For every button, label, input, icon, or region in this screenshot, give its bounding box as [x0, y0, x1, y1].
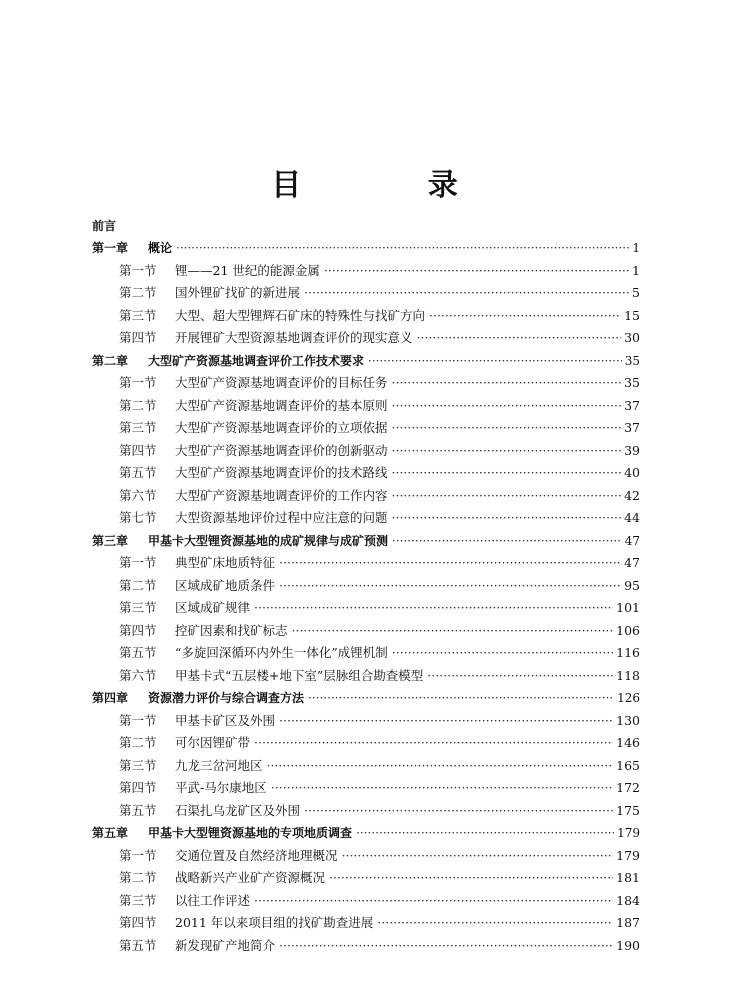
page-number: 101 — [616, 600, 640, 615]
section-title: 战略新兴产业矿产资源概况 — [175, 870, 326, 885]
chapter-number: 第四章 — [92, 691, 129, 705]
dot-leader — [417, 327, 622, 350]
dot-leader — [279, 552, 621, 575]
section-title: 可尔因锂矿带 — [175, 735, 251, 750]
toc-section-entry[interactable] — [92, 575, 640, 598]
dot-leader — [308, 687, 614, 710]
toc-section-entry[interactable] — [92, 597, 640, 620]
dot-leader — [271, 777, 613, 800]
section-number: 第一节 — [119, 262, 157, 278]
toc-section-entry[interactable] — [92, 620, 640, 643]
section-number: 第三节 — [119, 892, 157, 908]
page-number: 106 — [616, 622, 640, 638]
section-title: 锂——21 世纪的能源金属 — [175, 262, 320, 278]
section-number: 第四节 — [119, 330, 157, 345]
dot-leader — [392, 395, 622, 418]
toc-section-entry[interactable] — [92, 845, 640, 868]
section-title: 大型矿产资源基地调查评价的立项依据 — [175, 420, 388, 435]
section-title: 控矿因素和找矿标志 — [175, 622, 288, 638]
page-number: 184 — [616, 892, 640, 908]
dot-leader — [176, 237, 629, 260]
toc-section-entry[interactable] — [92, 755, 640, 778]
page-number: 126 — [617, 691, 640, 705]
dot-leader — [429, 305, 621, 328]
dot-leader — [292, 620, 614, 643]
section-title: 大型、超大型锂辉石矿床的特殊性与找矿方向 — [175, 307, 426, 323]
toc-section-entry[interactable] — [92, 800, 640, 823]
section-title: 新发现矿产地简介 — [175, 937, 276, 953]
section-number: 第五节 — [119, 937, 157, 953]
section-number: 第一节 — [119, 847, 157, 863]
page-number: 47 — [624, 533, 640, 548]
chapter-title: 概论 — [148, 241, 173, 255]
table-of-contents — [92, 216, 640, 957]
section-number: 第三节 — [119, 420, 157, 435]
dot-leader — [279, 575, 621, 598]
dot-leader — [267, 755, 614, 778]
section-title: 大型矿产资源基地调查评价的工作内容 — [175, 487, 388, 503]
section-number: 第六节 — [119, 487, 157, 503]
page-title: 目 录 — [271, 168, 516, 203]
page-number: 42 — [624, 487, 640, 503]
page-number: 116 — [616, 645, 640, 660]
toc-chapter-entry[interactable] — [92, 687, 640, 710]
dot-leader — [279, 935, 613, 958]
section-title: 大型资源基地评价过程中应注意的问题 — [175, 510, 388, 525]
toc-chapter-entry[interactable] — [92, 237, 640, 260]
dot-leader — [392, 440, 622, 463]
page-number: 165 — [616, 757, 640, 773]
page-number: 35 — [624, 375, 640, 390]
page-number: 1 — [632, 262, 640, 278]
toc-section-entry[interactable] — [92, 912, 640, 935]
toc-section-entry[interactable] — [92, 710, 640, 733]
section-title: 甲基卡矿区及外围 — [175, 712, 276, 728]
section-title: 石渠扎乌龙矿区及外围 — [175, 802, 301, 818]
section-number: 第三节 — [119, 307, 157, 323]
section-title: 典型矿床地质特征 — [175, 555, 276, 570]
dot-leader — [254, 890, 613, 913]
section-title: 交通位置及自然经济地理概况 — [175, 847, 338, 863]
dot-leader — [392, 507, 622, 530]
section-number: 第一节 — [119, 555, 157, 570]
page-number: 179 — [616, 847, 640, 863]
toc-section-entry[interactable] — [92, 372, 640, 395]
chapter-number: 第二章 — [92, 353, 129, 368]
toc-section-entry[interactable] — [92, 777, 640, 800]
page-number: 146 — [616, 735, 640, 750]
section-number: 第一节 — [119, 375, 157, 390]
section-title: 2011 年以来项目组的找矿勘查进展 — [175, 915, 374, 930]
section-title: 大型矿产资源基地调查评价的基本原则 — [175, 397, 388, 413]
section-number: 第六节 — [119, 667, 157, 683]
toc-section-entry[interactable] — [92, 485, 640, 508]
dot-leader — [254, 732, 613, 755]
section-title: 大型矿产资源基地调查评价的技术路线 — [175, 465, 388, 480]
chapter-title: 甲基卡大型锂资源基地的专项地质调查 — [148, 826, 353, 840]
section-number: 第四节 — [119, 915, 157, 930]
page-number: 37 — [624, 420, 640, 435]
toc-section-entry[interactable] — [92, 642, 640, 665]
page-number: 15 — [624, 307, 640, 323]
dot-leader — [392, 462, 622, 485]
toc-chapter-entry[interactable] — [92, 530, 640, 553]
dot-leader — [392, 417, 622, 440]
chapter-number: 第三章 — [92, 533, 129, 548]
section-number: 第二节 — [119, 577, 157, 593]
section-title: 开展锂矿大型资源基地调查评价的现实意义 — [175, 330, 413, 345]
toc-section-entry[interactable] — [92, 440, 640, 463]
toc-section-entry[interactable] — [92, 867, 640, 890]
section-number: 第五节 — [119, 465, 157, 480]
toc-section-entry[interactable] — [92, 417, 640, 440]
page-number: 35 — [624, 353, 640, 368]
section-title: 国外锂矿找矿的新进展 — [175, 285, 301, 300]
chapter-title: 大型矿产资源基地调查评价工作技术要求 — [148, 353, 365, 368]
toc-section-entry[interactable] — [92, 732, 640, 755]
toc-section-entry[interactable] — [92, 327, 640, 350]
section-number: 第三节 — [119, 757, 157, 773]
chapter-title: 资源潜力评价与综合调查方法 — [148, 691, 305, 705]
section-title: 甲基卡式“五层楼+地下室”层脉组合勘查模型 — [175, 667, 424, 683]
toc-section-entry[interactable] — [92, 260, 640, 283]
chapter-number: 第五章 — [92, 826, 129, 840]
section-number: 第五节 — [119, 645, 157, 660]
section-number: 第四节 — [119, 780, 157, 795]
section-title: 平武-马尔康地区 — [175, 780, 267, 795]
page-number: 37 — [624, 397, 640, 413]
page-number: 1 — [632, 241, 640, 255]
section-number: 第二节 — [119, 870, 157, 885]
toc-section-entry[interactable] — [92, 507, 640, 530]
section-number: 第二节 — [119, 397, 157, 413]
toc-section-entry[interactable] — [92, 935, 640, 958]
page-number: 95 — [624, 577, 640, 593]
section-number: 第二节 — [119, 735, 157, 750]
page-number: 44 — [624, 510, 640, 525]
dot-leader — [392, 642, 613, 665]
section-number: 第四节 — [119, 622, 157, 638]
section-title: 九龙三岔河地区 — [175, 757, 263, 773]
page-number: 172 — [616, 780, 640, 795]
chapter-number: 第一章 — [92, 241, 129, 255]
section-title: 大型矿产资源基地调查评价的目标任务 — [175, 375, 388, 390]
toc-section-entry[interactable] — [92, 305, 640, 328]
dot-leader — [329, 867, 613, 890]
preface-heading: 前言 — [92, 219, 117, 233]
page-number: 130 — [616, 712, 640, 728]
section-number: 第二节 — [119, 285, 157, 300]
section-title: 区域成矿地质条件 — [175, 577, 276, 593]
section-title: 区域成矿规律 — [175, 600, 251, 615]
dot-leader — [392, 530, 622, 553]
page-number: 187 — [616, 915, 640, 930]
toc-chapter-entry[interactable] — [92, 822, 640, 845]
section-number: 第三节 — [119, 600, 157, 615]
dot-leader — [254, 597, 613, 620]
page-number: 47 — [624, 555, 640, 570]
section-number: 第四节 — [119, 442, 157, 458]
toc-chapter-entry[interactable] — [92, 350, 640, 373]
dot-leader — [356, 822, 614, 845]
toc-section-entry[interactable] — [92, 282, 640, 305]
dot-leader — [324, 260, 629, 283]
chapter-title: 甲基卡大型锂资源基地的成矿规律与成矿预测 — [148, 533, 389, 548]
dot-leader — [392, 485, 622, 508]
toc-section-entry[interactable] — [92, 552, 640, 575]
section-title: “多旋回深循环内外生一体化”成锂机制 — [175, 645, 388, 660]
page-number: 39 — [624, 442, 640, 458]
page-number: 118 — [616, 667, 640, 683]
toc-section-entry[interactable] — [92, 395, 640, 418]
page-number: 190 — [616, 937, 640, 953]
page-number: 30 — [624, 330, 640, 345]
toc-section-entry[interactable] — [92, 890, 640, 913]
section-title: 以往工作评述 — [175, 892, 251, 908]
dot-leader — [279, 710, 613, 733]
dot-leader — [342, 845, 614, 868]
dot-leader — [368, 350, 622, 373]
section-number: 第七节 — [119, 510, 157, 525]
toc-rows — [92, 237, 640, 957]
page-number: 175 — [616, 802, 640, 818]
toc-section-entry[interactable] — [92, 462, 640, 485]
page-number: 179 — [617, 826, 640, 840]
page-number: 40 — [624, 465, 640, 480]
dot-leader — [304, 800, 613, 823]
section-number: 第五节 — [119, 802, 157, 818]
section-number: 第一节 — [119, 712, 157, 728]
dot-leader — [377, 912, 613, 935]
dot-leader — [304, 282, 629, 305]
dot-leader — [427, 665, 613, 688]
toc-section-entry[interactable] — [92, 665, 640, 688]
page-number: 181 — [616, 870, 640, 885]
dot-leader — [392, 372, 622, 395]
page-number: 5 — [632, 285, 640, 300]
section-title: 大型矿产资源基地调查评价的创新驱动 — [175, 442, 388, 458]
